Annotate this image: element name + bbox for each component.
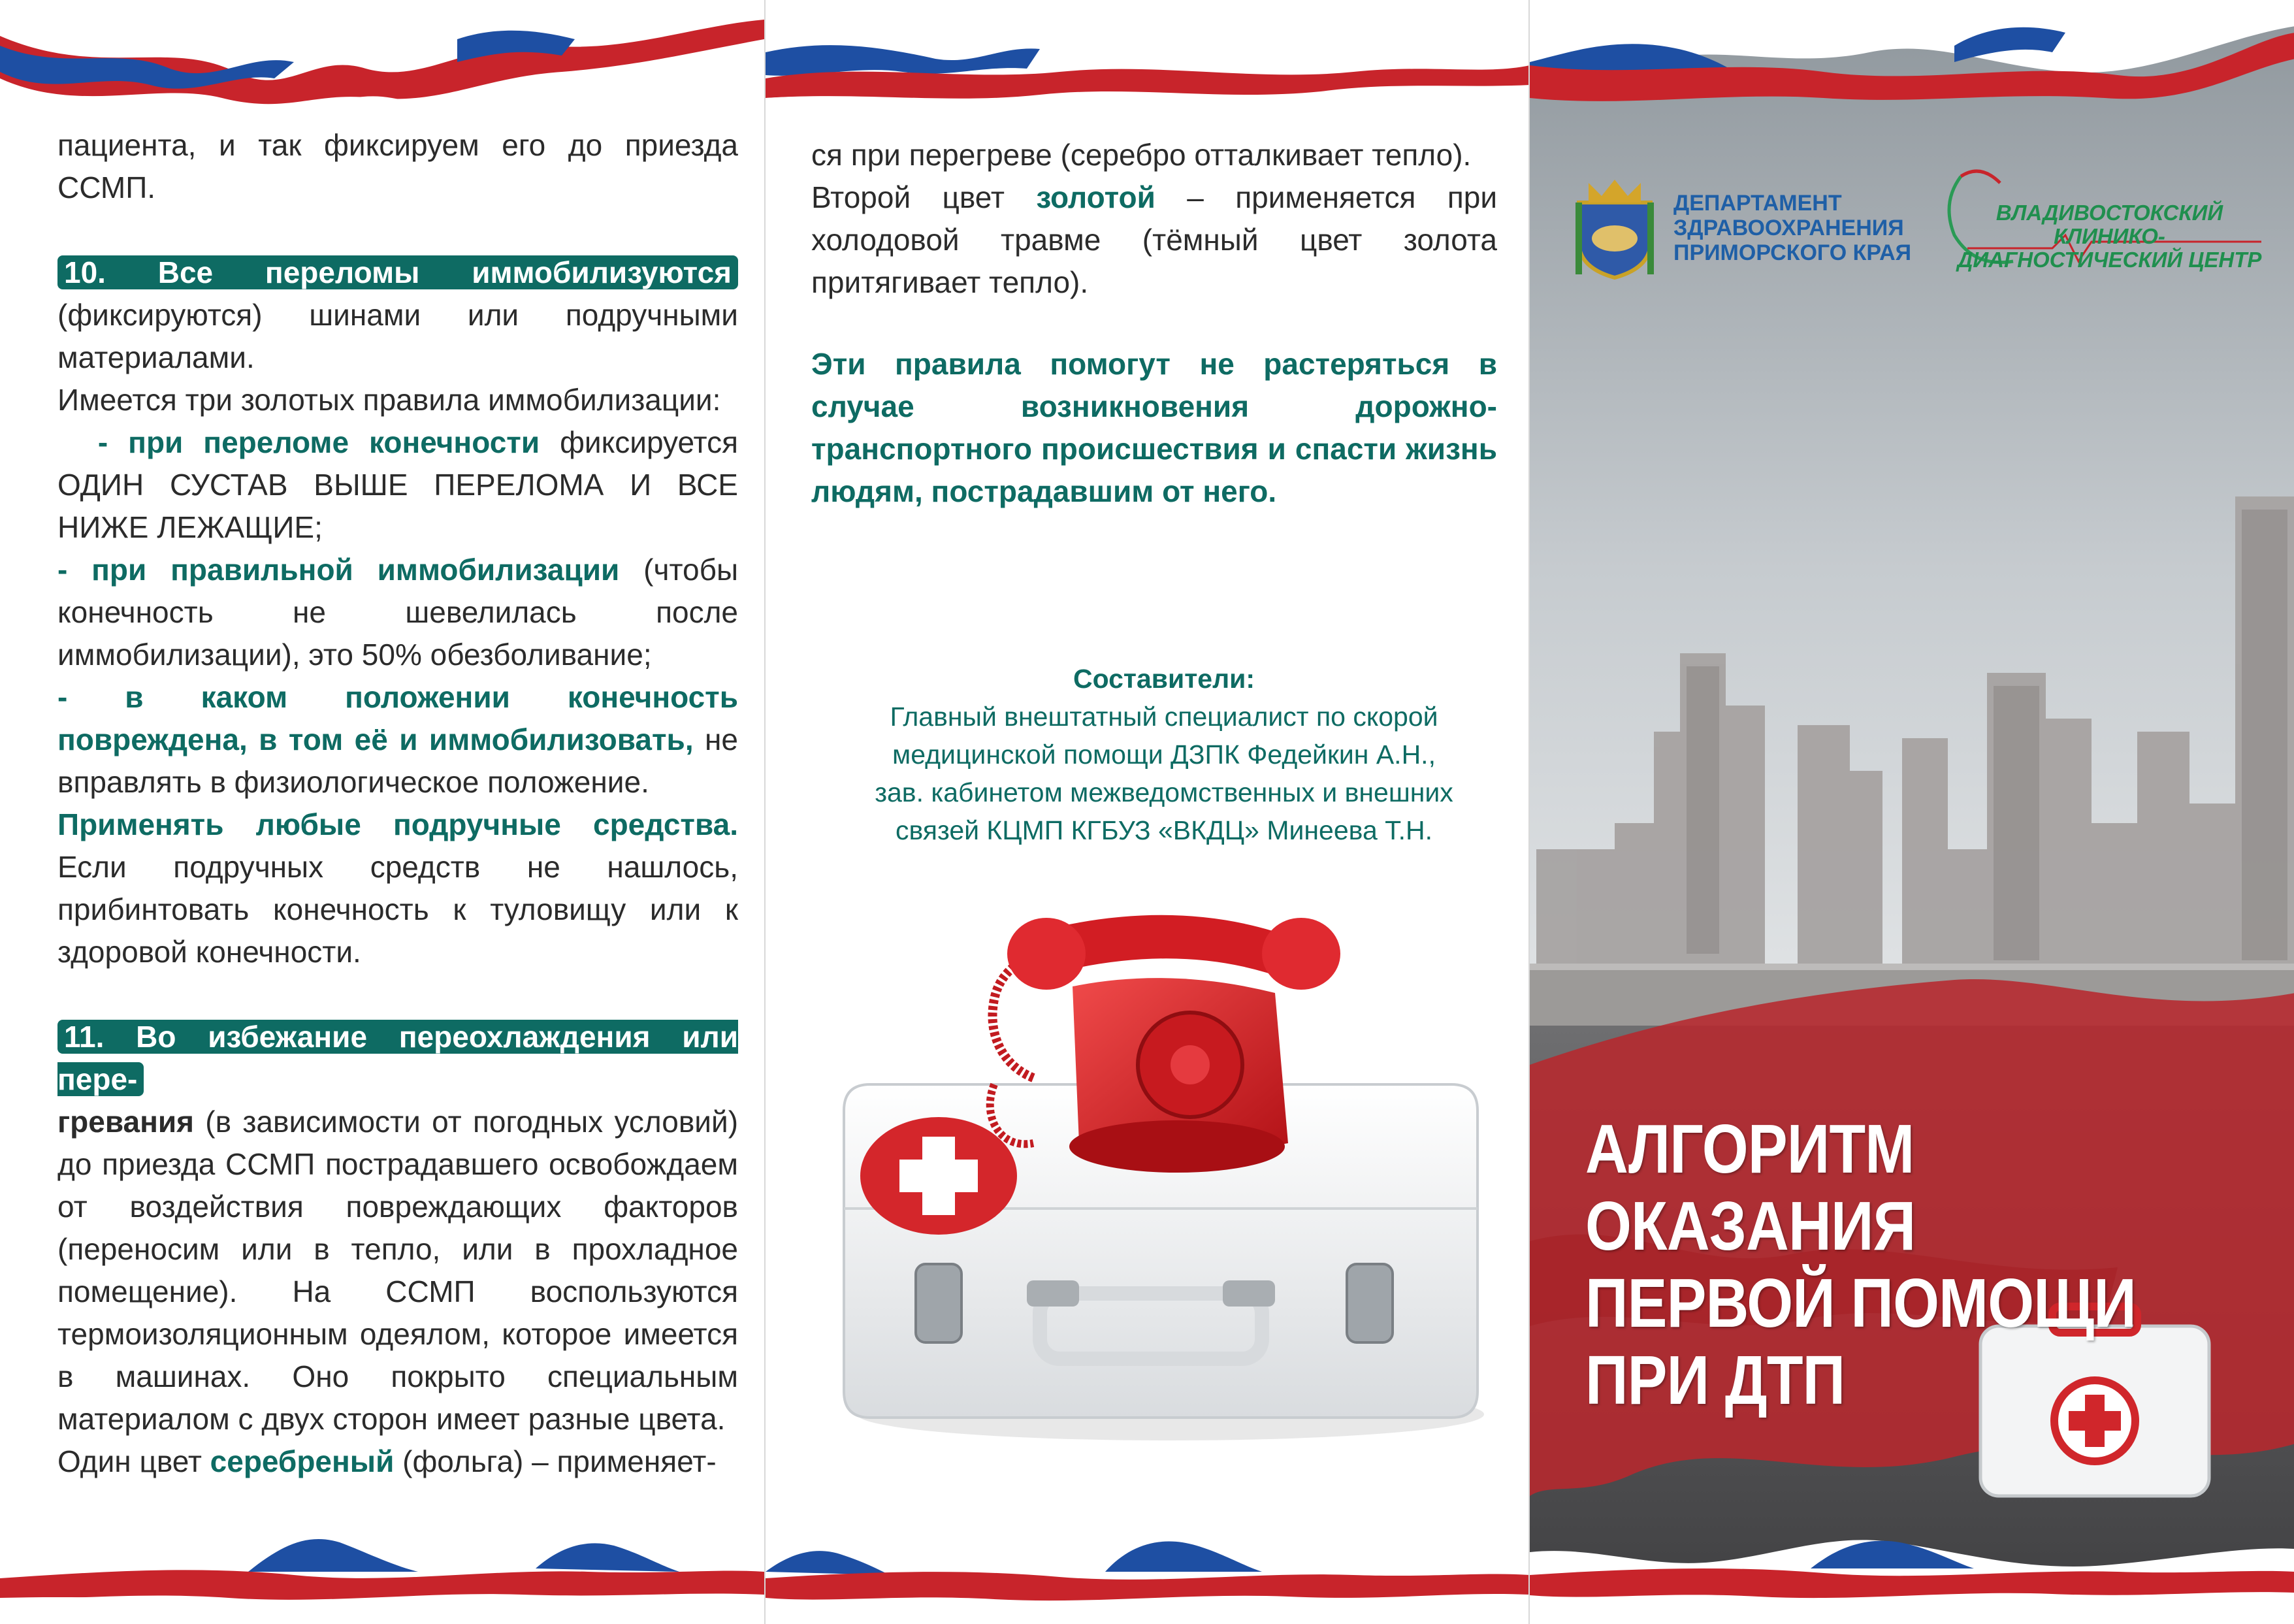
title-line: ПЕРВОЙ ПОМОЩИ xyxy=(1585,1265,2136,1342)
section-10 xyxy=(57,252,738,379)
section-10-heading: 10. Все переломы иммобилизуются xyxy=(57,255,738,289)
first-aid-kit-phone-illustration xyxy=(831,869,1523,1496)
continuation-text: ся при перегреве (серебро отталкивает тепло). xyxy=(811,138,1472,172)
rules-note: Эти правила помогут не растеряться в случае возникновения дорожно-транспортного происшествия и спасти жизнь людям, пострадавшим от него. xyxy=(811,347,1497,508)
department-name-line: ПРИМОРСКОГО КРАЯ xyxy=(1673,240,1912,265)
color-one-text: (фольга) – применяет- xyxy=(402,1444,717,1478)
panel-middle xyxy=(764,0,1530,1624)
color-two-bold: золотой xyxy=(1036,180,1155,214)
panel-cover xyxy=(1528,0,2294,1624)
rule-2-text: (чтобы конечность не шевелилась после иммобилизации), это 50% обезболивание; xyxy=(57,553,738,672)
department-name xyxy=(1673,191,1911,265)
section-11-bold: гревания xyxy=(57,1105,194,1139)
compilers-line: связей КЦМП КГБУЗ «ВКДЦ» Минеева Т.Н. xyxy=(895,815,1433,845)
compilers-line: медицинской помощи ДЗПК Федейкин А.Н., xyxy=(892,739,1436,770)
compilers-title: Составители: xyxy=(1073,664,1255,694)
vkdc-name xyxy=(1945,201,2274,272)
brochure-title xyxy=(1585,1111,2181,1419)
section-11 xyxy=(57,1101,738,1440)
section-11-text: (в зависимости от погодных условий) до приезда ССМП пострадавшего освобождаем от воздействия повреждающих факторов (переносим или в тепло, или в прохладное помещение). На ССМП воспользуются термоизоляционным одеялом, которое имеется в машинах. Оно покрыто специальным материалом с двух сторон имеет разные цвета. xyxy=(57,1105,739,1436)
rule-1 xyxy=(57,421,738,549)
panel-left xyxy=(0,0,764,1624)
bottom-wave-decoration xyxy=(766,1506,1530,1624)
bottom-wave-decoration xyxy=(1530,1506,2294,1624)
rule-3-bold: - в каком положении конечность повреждена, в том её и иммобилизовать, xyxy=(57,680,738,756)
section-11-heading-line xyxy=(57,1016,738,1101)
section-11-heading: 11. Во избежание переохлаждения или пере- xyxy=(57,1020,738,1096)
title-line: АЛГОРИТМ ОКАЗАНИЯ xyxy=(1585,1111,1916,1265)
apply-means-bold: Применять любые подручные средства. xyxy=(57,807,738,841)
vkdc-logo xyxy=(1935,163,2274,281)
rules-intro-text: Имеется три золотых правила иммобилизации: xyxy=(57,383,721,417)
top-wave-decoration xyxy=(1530,0,2294,111)
color-one-bold: серебреный xyxy=(210,1444,395,1478)
compilers-line: Главный внештатный специалист по скорой xyxy=(890,702,1438,732)
section-10-text: (фиксируются) шинами или подручными материалами. xyxy=(57,298,738,374)
rule-1-bold: - при переломе конечности xyxy=(97,425,540,459)
left-panel-text xyxy=(57,124,738,1483)
color-two-text: – применяется при холодовой травме (тёмный цвет золота притягивает тепло). xyxy=(811,180,1498,299)
department-name-line: ДЕПАРТАМЕНТ xyxy=(1673,191,1842,216)
compilers-block xyxy=(805,660,1523,849)
rule-1-text: фиксируется ОДИН СУСТАВ ВЫШЕ ПЕРЕЛОМА И ВСЕ НИЖЕ ЛЕЖАЩИЕ; xyxy=(57,425,739,544)
top-wave-decoration xyxy=(766,0,1530,111)
primorye-coat-of-arms-icon xyxy=(1569,176,1660,281)
department-logo xyxy=(1569,176,1935,281)
middle-panel-text xyxy=(811,134,1497,304)
apply-means-text: Если подручных средств не нашлось, прибинтовать конечность к туловищу или к здоровой конечности. xyxy=(57,850,738,969)
color-one xyxy=(57,1440,738,1483)
title-line: ПРИ ДТП xyxy=(1585,1342,1845,1419)
paragraph-intro xyxy=(57,124,738,209)
rule-3-text: не вправлять в физиологическое положение. xyxy=(57,723,739,799)
vkdc-name-line: ДИАГНОСТИЧЕСКИЙ ЦЕНТР xyxy=(1957,248,2262,272)
continuation xyxy=(811,134,1497,176)
compilers-line: зав. кабинетом межведомственных и внешних xyxy=(875,777,1453,807)
rule-2 xyxy=(57,549,738,676)
color-one-pre: Один цвет xyxy=(57,1444,202,1478)
rules-intro xyxy=(57,379,738,421)
color-two-pre: Второй цвет xyxy=(811,180,1005,214)
apply-means xyxy=(57,804,738,973)
top-wave-decoration xyxy=(0,0,764,111)
department-name-line: ЗДРАВООХРАНЕНИЯ xyxy=(1673,216,1904,240)
rule-2-bold: - при правильной иммобилизации xyxy=(57,553,620,587)
rule-3 xyxy=(57,676,738,804)
vkdc-name-line: ВЛАДИВОСТОКСКИЙ КЛИНИКО- xyxy=(1995,201,2223,248)
intro-text: пациента, и так фиксируем его до приезда ССМП. xyxy=(57,128,738,204)
color-two xyxy=(811,176,1497,304)
bottom-wave-decoration xyxy=(0,1506,764,1624)
